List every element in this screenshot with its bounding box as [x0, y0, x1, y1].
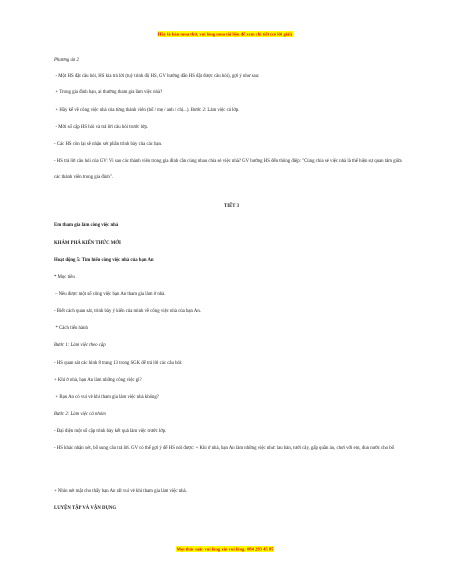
paragraph: - Mời số cặp HS hỏi và trả lời câu hỏi trước lớp. [55, 125, 149, 130]
paragraph: - Các HS còn lại sẽ nhận xét phần trình bày của các bạn. [54, 142, 163, 147]
paragraph: + Hãy kể về công việc nhà của từng thành viên (bố / mẹ / anh / chị...). Bước 2: Làm việc cả lớp. [55, 108, 240, 113]
activity-heading: Hoạt động 5: Tìm hiểu công việc nhà của bạn An [54, 258, 154, 263]
paragraph: + Trong gia đình bạn, ai thường tham gia làm việc nhà? [55, 90, 163, 95]
step-heading: Bước 2: Làm việc cả nhóm [54, 412, 106, 417]
paragraph: - Một HS đặt câu hỏi, HS kia trả lời (tuỳ trình độ HS, GV hướng dẫn HS đặt được câu hỏi), gợi ý như sau: [55, 74, 260, 79]
paragraph: – Nêu được một số công việc bạn An tham gia làm ở nhà. [55, 292, 166, 297]
paragraph: + Khi ở nhà, bạn An làm những công việc gì? [54, 378, 142, 383]
bottom-banner [0, 546, 450, 551]
objective-label: * Mục tiêu [54, 275, 75, 280]
paragraph: - HS quan sát các hình 8 trang 13 trong SGK để trả lời các câu hỏi: [54, 361, 183, 366]
bottom-banner-text: Mọi thắc mắc vui lòng xin vui lòng: 084 283 45 85 [176, 546, 274, 551]
paragraph: - Đại diện một số cặp trình bày kết quả làm việc trước lớp. [54, 429, 167, 434]
paragraph: - HS khác nhận xét, bổ sung câu trả lời. GV có thể gợi ý để HS nói được: + Khi ở nhà, bạn An làm những việc như: lau bàn, tưới cây, gấp quần áo, chơi với em, đun nước cho bố [54, 446, 394, 451]
paragraph: - Biết cách quan sát, trình bày ý kiến của mình về công việc nhà của bạn An. [54, 309, 201, 314]
paragraph: - HS trả lời câu hỏi của GV: Vì sao các thành viên trong gia đình cần cùng nhau chia sẻ việc nhà? GV hướng HS đến thông điệp: "Cùng chia sẻ việc nhà là thể hiện sự quan tâm giữa các thành viên trong gia đình". [54, 159, 402, 180]
section-heading: LUYỆN TẬP VÀ VẬN DỤNG [54, 506, 117, 511]
top-banner [0, 31, 450, 36]
section-heading: KHÁM PHÁ KIẾN THỨC MỚI [54, 241, 121, 246]
lesson-heading: TIẾT 3 [224, 204, 239, 209]
paragraph-option-heading: Phương án 2 [54, 58, 79, 63]
lesson-title: Em tham gia làm công việc nhà [54, 223, 119, 228]
top-banner-text: Hãy là bản mua thử, vui lòng mua tài liệu để xem chi tiết (có lời giải) [157, 31, 293, 36]
paragraph: + Nhìn nét mặt cho thấy bạn An rất vui vẻ khi tham gia làm việc nhà. [54, 489, 187, 494]
step-heading: Bước 1: Làm việc theo cặp [54, 343, 106, 348]
procedure-label: * Cách tiến hành [55, 326, 88, 331]
paragraph: + Bạn An có vui vẻ khi tham gia làm việc nhà không? [55, 395, 159, 400]
